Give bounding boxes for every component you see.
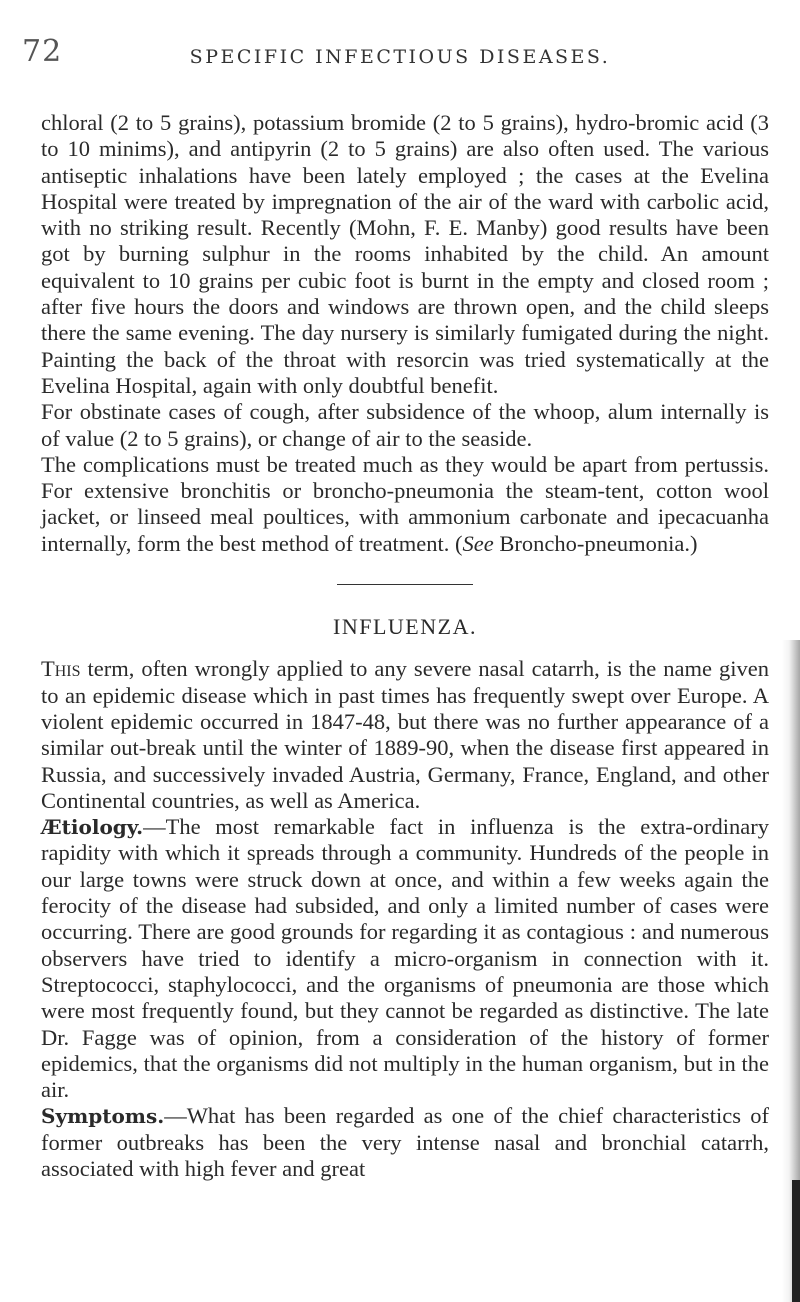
paragraph-symptoms xyxy=(41,1103,769,1182)
page-header xyxy=(0,34,800,74)
see-reference: See xyxy=(462,530,494,556)
section-title: INFLUENZA. xyxy=(333,614,477,640)
aetiology-text: —The most remarkable fact in influenza is the extra-ordinary rapidity with which it spreads through a community. Hundreds of the people in our large towns were struck down at once, and within a few weeks again the ferocity of the disease had subsided, and only a limited number of cases were occurring. There are good grounds for regarding it as contagious : and numerous observers have tried to identify a micro-organism in connection with it. Streptococci, staphylococci, and the organisms of pneumonia are those which were most frequently found, but they cannot be regarded as distinctive. The late Dr. Fagge was of opinion, from a consideration of the history of former epidemics, that the organisms did not multiply in the human organism, but in the air. xyxy=(41,814,769,1103)
symptoms-text: —What has been regarded as one of the chief characteristics of former outbreaks has been the very intense nasal and bronchial catarrh, associated with high fever and great xyxy=(41,1103,769,1181)
paragraph-aetiology xyxy=(41,814,769,1103)
paragraph-complications xyxy=(41,452,769,557)
running-head: SPECIFIC INFECTIOUS DISEASES. xyxy=(189,46,611,68)
intro-text: term, often wrongly applied to any severe nasal catarrh, is the name given to an epidemic disease which in past times has frequently swept over Europe. A violent epidemic occurred in 1847-48, but there was no further appearance of a similar out-break until the winter of 1889-90, when the disease first appeared in Russia, and successively invaded Austria, Germany, France, England, and other Continental countries, as well as America. xyxy=(41,656,769,813)
complications-text-end: Broncho-pneumonia.) xyxy=(493,530,698,556)
symptoms-heading: Symptoms. xyxy=(41,1104,165,1129)
page-edge-dark xyxy=(792,1180,800,1302)
section-divider xyxy=(337,584,473,585)
intro-lead-word: This xyxy=(41,656,81,682)
aetiology-heading: Ætiology. xyxy=(41,815,144,840)
body-text xyxy=(41,110,769,1182)
paragraph-influenza-intro xyxy=(41,656,769,814)
paragraph-obstinate-cough: For obstinate cases of cough, after subsidence of the whoop, alum internally is of value (2 to 5 grains), or change of air to the seaside. xyxy=(41,399,769,451)
complications-text: The complications must be treated much as they would be apart from pertussis. For extensive bronchitis or broncho-pneumonia the steam-tent, cotton wool jacket, or linseed meal poultices, with ammonium carbonate and ipecacuanha internally, form the best method of treatment. ( xyxy=(41,451,769,556)
page-number: 72 xyxy=(22,34,63,69)
paragraph-treatment: chloral (2 to 5 grains), potassium bromide (2 to 5 grains), hydro-bromic acid (3 to 10 minims), and antipyrin (2 to 5 grains) are also often used. The various antiseptic inhalations have been lately employed ; the cases at the Evelina Hospital were treated by impregnation of the air of the ward with carbolic acid, with no striking result. Recently (Mohn, F. E. Manby) good results have been got by burning sulphur in the rooms inhabited by the child. An amount equivalent to 10 grains per cubic foot is burnt in the empty and closed room ; after five hours the doors and windows are thrown open, and the child sleeps there the same evening. The day nursery is similarly fumigated during the night. Painting the back of the throat with resorcin was tried systematically at the Evelina Hospital, again with only doubtful benefit. xyxy=(41,110,769,398)
